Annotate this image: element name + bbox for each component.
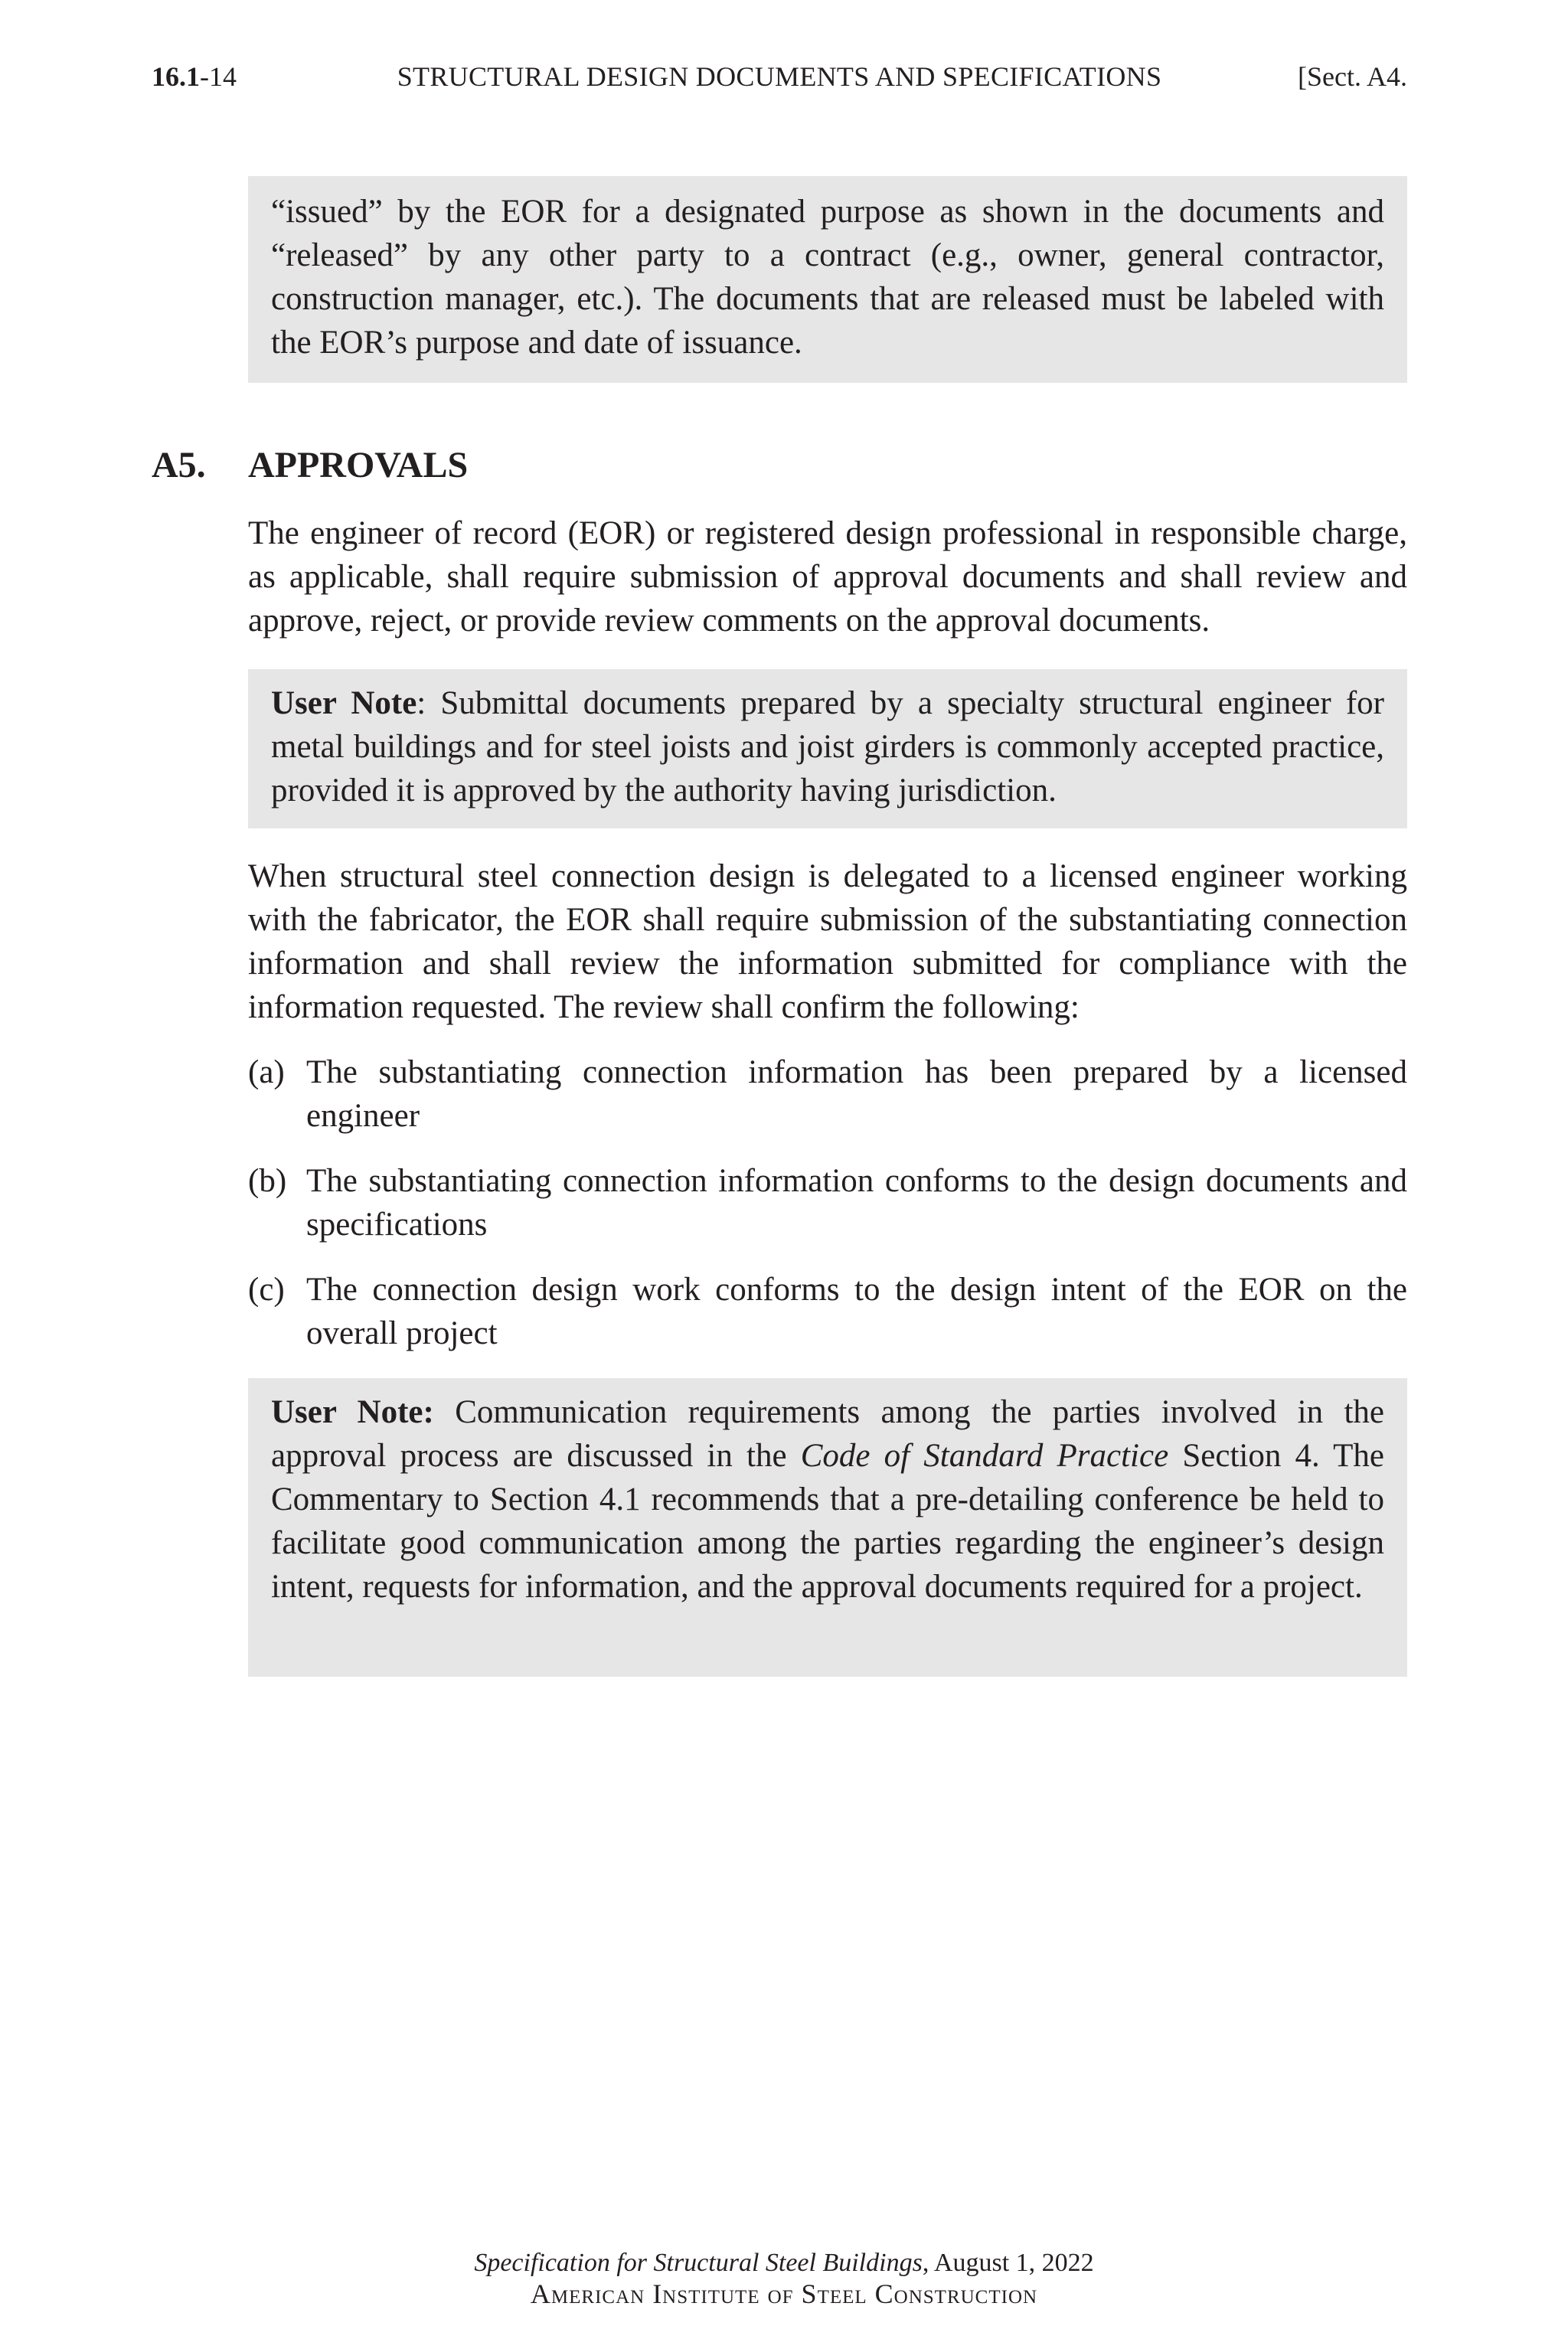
page-number-rest: -14 xyxy=(200,61,237,92)
page-footer xyxy=(0,2248,1568,2309)
section-number: A5. xyxy=(152,445,206,485)
header-title: STRUCTURAL DESIGN DOCUMENTS AND SPECIFICATIONS xyxy=(397,61,1162,92)
running-header xyxy=(152,55,1407,98)
user-note-box-1 xyxy=(248,669,1407,828)
user-note-1-body: : Submittal documents prepared by a specialty structural engineer for metal buildings and for steel joists and joist girders is commonly accepted practice, provided it is approved by the authority having jurisdiction. xyxy=(271,685,1384,808)
user-note-box-2 xyxy=(248,1378,1407,1677)
page-number-bold: 16.1 xyxy=(152,61,200,92)
user-note-2-italic-title: Code of Standard Practice xyxy=(800,1438,1169,1474)
note-box-continued xyxy=(248,176,1407,383)
paragraph-connection-design: When structural steel connection design is delegated to a licensed engineer working with the fabricator, the EOR shall require submission of the substantiating connection information and shall review the information submitted for compliance with the information requested. The review shall confirm the following: xyxy=(248,858,1407,1025)
footer-line-1 xyxy=(0,2248,1568,2278)
list-item-text: The substantiating connection information has been prepared by a licensed engineer xyxy=(306,1054,1407,1134)
list-item xyxy=(248,1268,1407,1355)
list-item-text: The connection design work conforms to the design intent of the EOR on the overall project xyxy=(306,1272,1407,1351)
list-marker: (a) xyxy=(248,1054,285,1090)
user-note-2-text xyxy=(271,1390,1384,1609)
list-item xyxy=(248,1050,1407,1138)
user-note-2-body-before: Communication requirements among the parties involved in the approval process are discussed in the xyxy=(271,1394,1384,1474)
note-continued-text: “issued” by the EOR for a designated purpose as shown in the documents and “released” by any other party to a contract (e.g., owner, general contractor, construction manager, etc.). The documents that are released must be labeled with the EOR’s purpose and date of issuance. xyxy=(271,194,1384,361)
footer-organization: American Institute of Steel Construction xyxy=(530,2278,1038,2309)
list-marker: (c) xyxy=(248,1272,285,1308)
list-item-text: The substantiating connection information conforms to the design documents and specifications xyxy=(306,1163,1407,1243)
user-note-1-text xyxy=(271,681,1384,812)
header-section: [Sect. A4. xyxy=(1298,61,1407,92)
footer-date: , August 1, 2022 xyxy=(922,2249,1094,2277)
user-note-2-label: User Note: xyxy=(271,1394,434,1430)
user-note-1-label: User Note xyxy=(271,685,417,721)
user-note-2-body-after: Section 4. The Commentary to Section 4.1 recommends that a pre-detailing conference be held to facilitate good communication among the parties regarding the engineer’s design intent, requests for information, and the approval documents required for a project. xyxy=(271,1438,1385,1605)
footer-spec-title: Specification for Structural Steel Buildings xyxy=(474,2249,923,2277)
list-item xyxy=(248,1159,1407,1246)
section-title: APPROVALS xyxy=(248,445,469,485)
list-marker: (b) xyxy=(248,1163,287,1199)
paragraph-approvals: The engineer of record (EOR) or registered design professional in responsible charge, as applicable, shall require submission of approval documents and shall review and approve, reject, or provide review comments on the approval documents. xyxy=(248,515,1407,639)
